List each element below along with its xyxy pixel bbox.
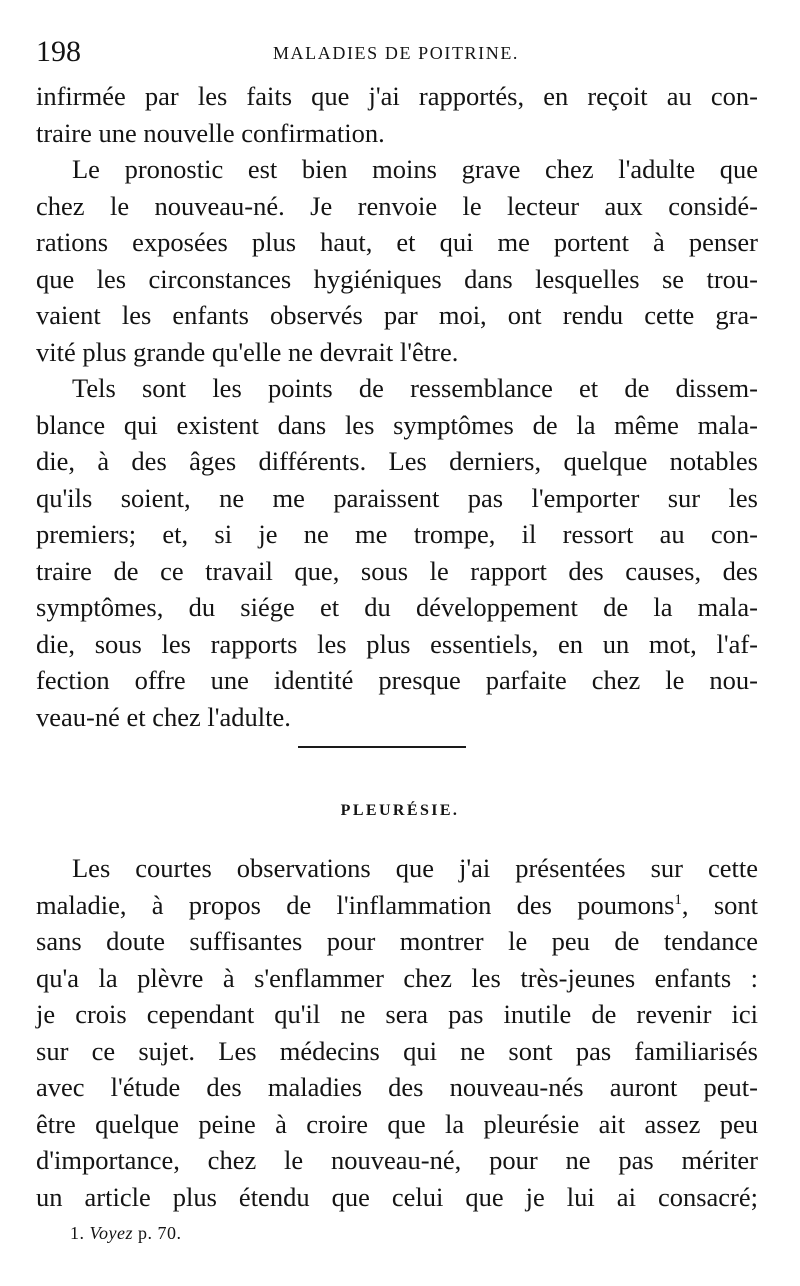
text-line — [36, 887, 758, 924]
text-line: traire une nouvelle confirmation. — [36, 117, 385, 148]
text-line: d'importance, chez le nouveau-né, pour ne pas mériter — [36, 1145, 758, 1175]
text-line: traire de ce travail que, sous le rapport des causes, des — [36, 555, 758, 586]
footnote-reference: p. 70. — [137, 1223, 182, 1243]
text-line: symptômes, du siége et du développement de la mala- — [36, 592, 758, 622]
text-line: avec l'étude des maladies des nouveau-nés auront peut- — [36, 1072, 758, 1102]
text-line: sans doute suffisantes pour montrer le peu de tendance — [36, 926, 758, 956]
text-line: que les circonstances hygiéniques dans lesquelles se trou- — [36, 263, 758, 294]
footnote — [70, 1218, 181, 1248]
text-line: je crois cependant qu'il ne sera pas inutile de revenir ici — [36, 999, 758, 1029]
text-line: fection offre une identité presque parfaite chez le nou- — [36, 665, 758, 695]
text-line: Le pronostic est bien moins grave chez l'adulte que — [72, 154, 758, 184]
footnote-lead: Voyez — [89, 1223, 133, 1243]
text-line: premiers; et, si je ne me trompe, il ressort au con- — [36, 519, 758, 549]
footnote-marker[interactable]: 1 — [674, 891, 682, 908]
text-line: infirmée par les faits que j'ai rapportés, en reçoit au con- — [36, 81, 758, 111]
text-fragment: , sont — [681, 889, 758, 920]
text-line: qu'ils soient, ne me paraissent pas l'emporter sur les — [36, 482, 758, 513]
text-line: sur ce sujet. Les médecins qui ne sont pas familiarisés — [36, 1035, 758, 1066]
text-line: vité plus grande qu'elle ne devrait l'être. — [36, 336, 459, 367]
section-title: PLEURÉSIE. — [340, 802, 460, 819]
text-line: être quelque peine à croire que la pleurésie ait assez peu — [36, 1108, 758, 1139]
text-line: Les courtes observations que j'ai présentées sur cette — [72, 853, 758, 883]
text-line: Tels sont les points de ressemblance et de dissem- — [72, 373, 758, 403]
page-number: 198 — [36, 35, 81, 68]
text-line: un article plus étendu que celui que je lui ai consacré; — [36, 1181, 758, 1212]
page-header — [36, 34, 756, 70]
running-head: MALADIES DE POITRINE. — [272, 43, 520, 63]
footnote-number: 1. — [70, 1223, 85, 1243]
section-divider — [298, 746, 466, 748]
text-line: qu'a la plèvre à s'enflammer chez les très-jeunes enfants : — [36, 962, 758, 993]
text-line: chez le nouveau-né. Je renvoie le lecteur aux considé- — [36, 190, 758, 221]
body-text-section-1 — [36, 78, 758, 735]
text-line: vaient les enfants observés par moi, ont rendu cette gra- — [36, 300, 758, 330]
text-line: veau-né et chez l'adulte. — [36, 701, 291, 732]
text-line: die, sous les rapports les plus essentiels, en un mot, l'af- — [36, 628, 758, 659]
body-text-section-2 — [36, 850, 758, 1215]
text-line: blance qui existent dans les symptômes de la même mala- — [36, 409, 758, 440]
text-line: die, à des âges différents. Les derniers, quelque notables — [36, 446, 758, 476]
text-line: rations exposées plus haut, et qui me portent à penser — [36, 227, 758, 257]
text-fragment: maladie, à propos de l'inflammation des poumons — [36, 889, 675, 920]
